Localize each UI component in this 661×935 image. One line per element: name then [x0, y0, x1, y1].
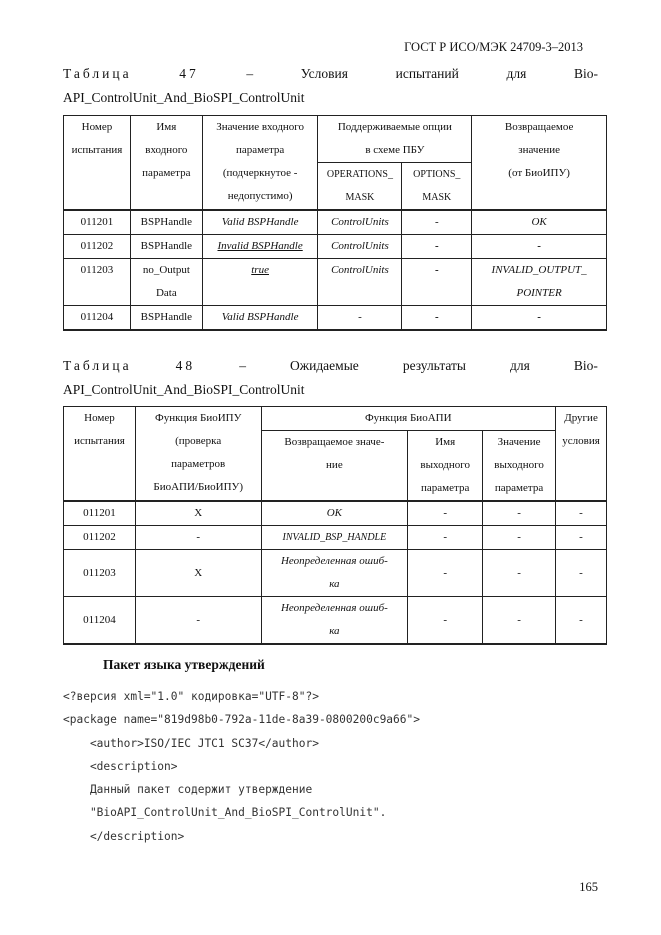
- cell-opmask: ControlUnits: [318, 210, 402, 235]
- cell-num: 011201: [64, 501, 136, 526]
- cell-opmask: ControlUnits: [318, 259, 402, 306]
- code-line: <description>: [63, 759, 178, 773]
- caption-word: Таблица: [63, 66, 132, 81]
- cell-num: 011202: [64, 526, 136, 550]
- caption-word-2: результаты: [402, 358, 466, 373]
- header-return-value: Возвращаемое значе- ние: [261, 431, 408, 502]
- caption-word-3: для: [510, 358, 530, 373]
- cell-outval: -: [483, 550, 556, 597]
- header-return-value: Возвращаемое значение (от БиоИПУ): [472, 116, 607, 211]
- header-test-number: Номер испытания: [64, 407, 136, 502]
- table-48: [63, 406, 607, 645]
- table-row: [64, 259, 607, 306]
- document-header: ГОСТ Р ИСО/МЭК 24709-3–2013: [404, 40, 583, 54]
- cell-outval: -: [483, 501, 556, 526]
- caption-word-2: испытаний: [395, 66, 459, 81]
- cell-param: BSPHandle: [130, 210, 202, 235]
- cell-num: 011204: [64, 306, 131, 331]
- table-47: [63, 115, 607, 331]
- caption-line-2: API_ControlUnit_And_BioSPI_ControlUnit: [63, 382, 305, 397]
- cell-return: INVALID_OUTPUT_ POINTER: [472, 259, 607, 306]
- header-func-ipu: Функция БиоИПУ (проверка параметров БиоАПИ/БиоИПУ): [135, 407, 261, 502]
- section-title: Пакет языка утверждений: [103, 657, 265, 672]
- cell-return: OK: [261, 501, 408, 526]
- header-operations-mask: OPERATIONS_ MASK: [318, 163, 402, 211]
- cell-param: BSPHandle: [130, 235, 202, 259]
- cell-return: Неопределенная ошиб- ка: [261, 597, 408, 645]
- cell-return: OK: [472, 210, 607, 235]
- cell-optmask: -: [402, 235, 472, 259]
- cell-outval: -: [483, 597, 556, 645]
- header-func-api: Функция БиоАПИ: [261, 407, 556, 431]
- caption-dash: –: [246, 66, 254, 81]
- caption-dash: –: [239, 358, 246, 373]
- cell-other: -: [556, 550, 607, 597]
- table47-caption: [63, 62, 598, 110]
- cell-num: 011202: [64, 235, 131, 259]
- cell-param: BSPHandle: [130, 306, 202, 331]
- cell-other: -: [556, 501, 607, 526]
- cell-value: Invalid BSPHandle: [202, 235, 318, 259]
- cell-return: INVALID_BSP_HANDLE: [261, 526, 408, 550]
- cell-outname: -: [408, 597, 483, 645]
- cell-param: no_Output Data: [130, 259, 202, 306]
- table-row: [64, 597, 607, 645]
- caption-num: 47: [179, 66, 199, 81]
- header-output-name: Имя выходного параметра: [408, 431, 483, 502]
- code-line: <?версия xml="1.0" кодировка="UTF-8"?>: [63, 690, 319, 703]
- header-test-number: Номер испытания: [64, 116, 131, 211]
- caption-word-1: Ожидаемые: [290, 358, 359, 373]
- caption-word-3: для: [506, 66, 527, 81]
- caption-line-2: API_ControlUnit_And_BioSPI_ControlUnit: [63, 90, 305, 105]
- cell-opmask: -: [318, 306, 402, 331]
- cell-ipu: X: [135, 501, 261, 526]
- cell-value: Valid BSPHandle: [202, 306, 318, 331]
- cell-ipu: -: [135, 526, 261, 550]
- header-input-param: Имя входного параметра: [130, 116, 202, 211]
- header-other-conditions: Другие условия: [556, 407, 607, 502]
- cell-return: Неопределенная ошиб- ка: [261, 550, 408, 597]
- cell-optmask: -: [402, 259, 472, 306]
- code-block: [63, 685, 420, 848]
- header-input-value: Значение входного параметра (подчеркнутое - недопустимо): [202, 116, 318, 211]
- cell-num: 011204: [64, 597, 136, 645]
- cell-other: -: [556, 526, 607, 550]
- cell-other: -: [556, 597, 607, 645]
- code-line: Данный пакет содержит утверждение: [63, 783, 313, 797]
- caption-word: Таблица: [63, 358, 132, 373]
- code-line: </description>: [63, 829, 185, 843]
- cell-opmask: ControlUnits: [318, 235, 402, 259]
- cell-return: -: [472, 235, 607, 259]
- table-row: [64, 306, 607, 331]
- cell-value: true: [202, 259, 318, 306]
- page-number: 165: [579, 880, 598, 894]
- table-row: [64, 501, 607, 526]
- caption-word-4: Bio-: [573, 358, 598, 373]
- header-output-value: Значение выходного параметра: [483, 431, 556, 502]
- caption-num: 48: [175, 358, 196, 373]
- table48-caption: [63, 354, 598, 402]
- cell-num: 011201: [64, 210, 131, 235]
- cell-optmask: -: [402, 210, 472, 235]
- code-line: "BioAPI_ControlUnit_And_BioSPI_ControlUnit".: [63, 806, 387, 820]
- header-supported-options: Поддерживаемые опции в схеме ПБУ: [318, 116, 472, 163]
- cell-ipu: -: [135, 597, 261, 645]
- cell-outval: -: [483, 526, 556, 550]
- cell-num: 011203: [64, 550, 136, 597]
- caption-word-1: Условия: [300, 66, 348, 81]
- table-row: [64, 526, 607, 550]
- header-options-mask: OPTIONS_ MASK: [402, 163, 472, 211]
- cell-value: Valid BSPHandle: [202, 210, 318, 235]
- cell-outname: -: [408, 526, 483, 550]
- cell-return: -: [472, 306, 607, 331]
- table-row: [64, 550, 607, 597]
- caption-word-4: Bio-: [573, 66, 598, 81]
- code-line: <package name="819d98b0-792a-11de-8a39-0800200c9a66">: [63, 713, 420, 727]
- cell-outname: -: [408, 550, 483, 597]
- table-row: [64, 210, 607, 235]
- cell-ipu: X: [135, 550, 261, 597]
- code-line: <author>ISO/IEC JTC1 SC37</author>: [63, 736, 319, 750]
- cell-num: 011203: [64, 259, 131, 306]
- cell-optmask: -: [402, 306, 472, 331]
- table-row: [64, 235, 607, 259]
- cell-outname: -: [408, 501, 483, 526]
